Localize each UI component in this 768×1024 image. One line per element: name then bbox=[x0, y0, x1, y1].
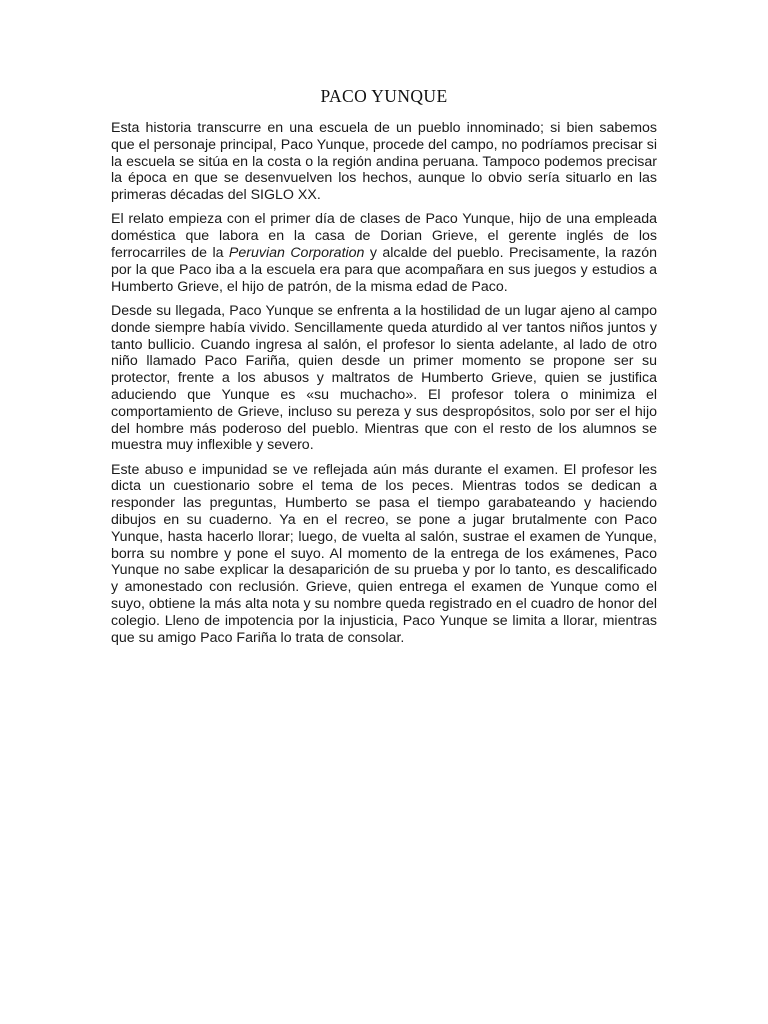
paragraph-3: Desde su llegada, Paco Yunque se enfrenta a la hostilidad de un lugar ajeno al campo donde siempre había vivido. Sencillamente queda aturdido al ver tantos niños juntos y tanto bullicio. Cuando ingresa al salón, el profesor lo sienta adelante, al lado de otro niño llamado Paco Fariña, quien desde un primer momento se propone ser su protector, frente a los abusos y maltratos de Humberto Grieve, quien se justifica aduciendo que Yunque es «su muchacho». El profesor tolera o minimiza el comportamiento de Grieve, incluso su pereza y sus despropósitos, solo por ser el hijo del hombre más poderoso del pueblo. Mientras que con el resto de los alumnos se muestra muy inflexible y severo. bbox=[111, 302, 657, 454]
document-title: PACO YUNQUE bbox=[320, 86, 448, 106]
paragraph-2 bbox=[111, 211, 657, 295]
paragraph-2-text-after: y alcalde del pueblo. Precisamente, la razón por la que Paco iba a la escuela era para que acompañara en sus juegos y estudios a Humberto Grieve, el hijo de patrón, de la misma edad de Paco. bbox=[111, 245, 657, 295]
paragraph-2-text-before: El relato empieza con el primer día de clases de Paco Yunque, hijo de una empleada doméstica que labora en la casa de Dorian Grieve, el gerente inglés de los ferrocarriles de la bbox=[111, 211, 657, 262]
document-body bbox=[111, 120, 657, 654]
paragraph-1: Esta historia transcurre en una escuela de un pueblo innominado; si bien sabemos que el personaje principal, Paco Yunque, procede del campo, no podríamos precisar si la escuela se sitúa en la costa o la región andina peruana. Tampoco podemos precisar la época en que se desenvuelven los hechos, aunque lo obvio sería situarlo en las primeras décadas del SIGLO XX. bbox=[111, 120, 657, 204]
paragraph-4: Este abuso e impunidad se ve reflejada aún más durante el examen. El profesor les dicta un cuestionario sobre el tema de los peces. Mientras todos se dedican a responder las preguntas, Humberto se pasa el tiempo garabateando y haciendo dibujos en su cuaderno. Ya en el recreo, se pone a jugar brutalmente con Paco Yunque, hasta hacerlo llorar; luego, de vuelta al salón, sustrae el examen de Yunque, borra su nombre y pone el suyo. Al momento de la entrega de los exámenes, Paco Yunque no sabe explicar la desaparición de su prueba y por lo tanto, es descalificado y amonestado con reclusión. Grieve, quien entrega el examen de Yunque como el suyo, obtiene la más alta nota y su nombre queda registrado en el cuadro de honor del colegio. Lleno de impotencia por la injusticia, Paco Yunque se limita a llorar, mientras que su amigo Paco Fariña lo trata de consolar. bbox=[111, 461, 657, 646]
paragraph-2-italic-company: Peruvian Corporation bbox=[228, 245, 365, 262]
